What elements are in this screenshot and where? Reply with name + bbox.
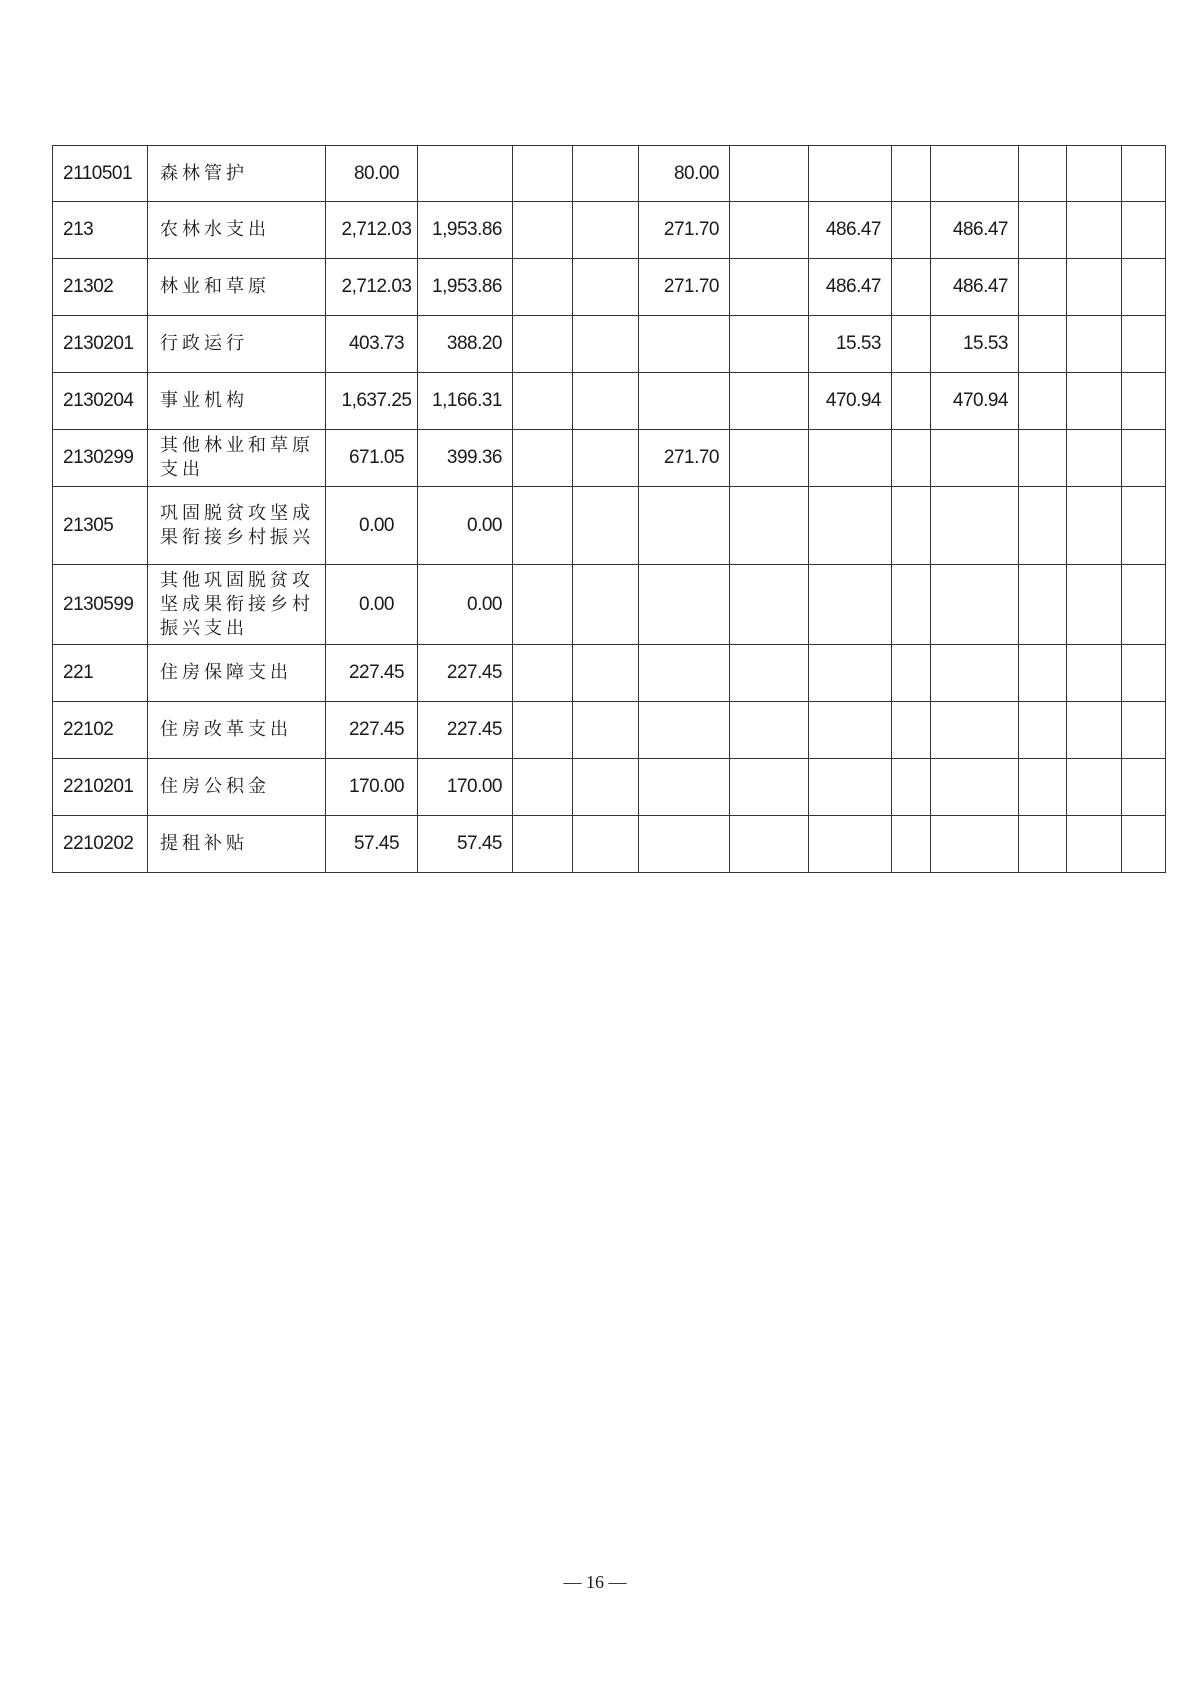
cell-col-6 [730, 487, 809, 565]
cell-col-10 [1019, 146, 1067, 202]
table-row [53, 259, 1166, 316]
cell-total: 2,712.03 [326, 202, 418, 259]
cell-col-5 [639, 373, 730, 430]
cell-col-2: 1,166.31 [418, 373, 513, 430]
row-name: 其他巩固脱贫攻坚成果衔接乡村振兴支出 [148, 565, 326, 645]
cell-col-4 [573, 702, 639, 759]
cell-col-10 [1019, 816, 1067, 873]
cell-col-4 [573, 759, 639, 816]
cell-col-3 [513, 645, 573, 702]
cell-col-5 [639, 645, 730, 702]
cell-col-12 [1122, 565, 1166, 645]
cell-col-12 [1122, 146, 1166, 202]
row-name: 森林管护 [148, 146, 326, 202]
cell-col-4 [573, 487, 639, 565]
row-code: 2110501 [53, 146, 148, 202]
cell-col-4 [573, 202, 639, 259]
cell-col-12 [1122, 759, 1166, 816]
row-code: 2130599 [53, 565, 148, 645]
table-row [53, 816, 1166, 873]
cell-total: 227.45 [326, 645, 418, 702]
cell-col-8 [892, 373, 931, 430]
cell-col-6 [730, 316, 809, 373]
table-row [53, 645, 1166, 702]
row-name: 其他林业和草原支出 [148, 430, 326, 487]
cell-col-2 [418, 146, 513, 202]
cell-col-12 [1122, 316, 1166, 373]
cell-col-10 [1019, 430, 1067, 487]
cell-col-8 [892, 146, 931, 202]
cell-col-8 [892, 645, 931, 702]
cell-col-6 [730, 702, 809, 759]
cell-col-5: 271.70 [639, 430, 730, 487]
cell-col-11 [1067, 645, 1122, 702]
cell-total: 227.45 [326, 702, 418, 759]
row-code: 22102 [53, 702, 148, 759]
cell-col-12 [1122, 816, 1166, 873]
row-code: 2130299 [53, 430, 148, 487]
cell-col-7 [809, 816, 892, 873]
cell-col-8 [892, 430, 931, 487]
cell-col-3 [513, 430, 573, 487]
cell-col-3 [513, 373, 573, 430]
row-name: 事业机构 [148, 373, 326, 430]
cell-col-2: 1,953.86 [418, 202, 513, 259]
cell-col-6 [730, 373, 809, 430]
cell-col-3 [513, 259, 573, 316]
cell-col-5 [639, 316, 730, 373]
cell-col-8 [892, 202, 931, 259]
table-row [53, 487, 1166, 565]
cell-col-5 [639, 565, 730, 645]
cell-col-8 [892, 565, 931, 645]
cell-col-6 [730, 202, 809, 259]
cell-col-2: 0.00 [418, 487, 513, 565]
cell-col-7: 15.53 [809, 316, 892, 373]
page-number: — 16 — [563, 1572, 627, 1592]
row-code: 221 [53, 645, 148, 702]
cell-col-10 [1019, 565, 1067, 645]
cell-col-8 [892, 759, 931, 816]
cell-col-5: 80.00 [639, 146, 730, 202]
cell-col-7: 470.94 [809, 373, 892, 430]
cell-col-2: 170.00 [418, 759, 513, 816]
row-name: 住房保障支出 [148, 645, 326, 702]
row-name: 住房公积金 [148, 759, 326, 816]
cell-col-9 [931, 430, 1019, 487]
cell-total: 2,712.03 [326, 259, 418, 316]
cell-col-2: 388.20 [418, 316, 513, 373]
cell-col-4 [573, 430, 639, 487]
cell-col-6 [730, 816, 809, 873]
cell-col-7: 486.47 [809, 259, 892, 316]
cell-col-9 [931, 759, 1019, 816]
cell-col-9 [931, 487, 1019, 565]
cell-col-7: 486.47 [809, 202, 892, 259]
cell-col-5 [639, 487, 730, 565]
cell-col-10 [1019, 487, 1067, 565]
cell-col-6 [730, 645, 809, 702]
row-code: 2210201 [53, 759, 148, 816]
cell-total: 80.00 [326, 146, 418, 202]
row-name: 提租补贴 [148, 816, 326, 873]
cell-col-11 [1067, 816, 1122, 873]
cell-col-2: 399.36 [418, 430, 513, 487]
cell-col-10 [1019, 645, 1067, 702]
cell-col-11 [1067, 316, 1122, 373]
cell-col-5 [639, 759, 730, 816]
cell-col-7 [809, 702, 892, 759]
cell-col-7 [809, 645, 892, 702]
cell-col-8 [892, 702, 931, 759]
cell-col-4 [573, 565, 639, 645]
cell-total: 403.73 [326, 316, 418, 373]
cell-col-5: 271.70 [639, 259, 730, 316]
cell-col-7 [809, 487, 892, 565]
cell-col-4 [573, 146, 639, 202]
cell-col-2: 227.45 [418, 645, 513, 702]
cell-col-8 [892, 487, 931, 565]
budget-expenditure-table [52, 145, 1166, 873]
cell-col-3 [513, 316, 573, 373]
cell-col-11 [1067, 373, 1122, 430]
cell-col-3 [513, 202, 573, 259]
table-row [53, 430, 1166, 487]
cell-col-7 [809, 430, 892, 487]
cell-col-12 [1122, 202, 1166, 259]
cell-col-6 [730, 146, 809, 202]
cell-col-2: 0.00 [418, 565, 513, 645]
table-row [53, 373, 1166, 430]
cell-col-6 [730, 759, 809, 816]
row-code: 2130201 [53, 316, 148, 373]
table-row [53, 146, 1166, 202]
row-code: 21305 [53, 487, 148, 565]
cell-col-9 [931, 146, 1019, 202]
cell-col-5 [639, 702, 730, 759]
cell-col-12 [1122, 259, 1166, 316]
cell-col-11 [1067, 202, 1122, 259]
cell-col-6 [730, 259, 809, 316]
cell-col-10 [1019, 259, 1067, 316]
cell-total: 0.00 [326, 565, 418, 645]
row-code: 21302 [53, 259, 148, 316]
row-code: 2130204 [53, 373, 148, 430]
cell-col-10 [1019, 702, 1067, 759]
cell-col-11 [1067, 146, 1122, 202]
row-name: 巩固脱贫攻坚成果衔接乡村振兴 [148, 487, 326, 565]
cell-col-9 [931, 702, 1019, 759]
table-row [53, 316, 1166, 373]
cell-col-12 [1122, 373, 1166, 430]
cell-col-2: 57.45 [418, 816, 513, 873]
cell-total: 57.45 [326, 816, 418, 873]
cell-col-6 [730, 430, 809, 487]
cell-col-9: 486.47 [931, 259, 1019, 316]
cell-col-11 [1067, 702, 1122, 759]
cell-col-7 [809, 759, 892, 816]
cell-col-12 [1122, 487, 1166, 565]
cell-col-11 [1067, 487, 1122, 565]
cell-col-9: 486.47 [931, 202, 1019, 259]
cell-col-4 [573, 373, 639, 430]
cell-col-5: 271.70 [639, 202, 730, 259]
cell-col-11 [1067, 759, 1122, 816]
cell-total: 170.00 [326, 759, 418, 816]
cell-col-3 [513, 487, 573, 565]
cell-col-4 [573, 316, 639, 373]
cell-col-12 [1122, 430, 1166, 487]
cell-col-3 [513, 565, 573, 645]
cell-col-12 [1122, 702, 1166, 759]
cell-col-4 [573, 259, 639, 316]
row-name: 住房改革支出 [148, 702, 326, 759]
cell-col-10 [1019, 759, 1067, 816]
cell-col-12 [1122, 645, 1166, 702]
cell-col-8 [892, 316, 931, 373]
cell-col-8 [892, 816, 931, 873]
cell-col-3 [513, 702, 573, 759]
cell-col-9: 15.53 [931, 316, 1019, 373]
cell-col-3 [513, 816, 573, 873]
row-code: 2210202 [53, 816, 148, 873]
table-row [53, 759, 1166, 816]
cell-total: 671.05 [326, 430, 418, 487]
cell-col-7 [809, 146, 892, 202]
cell-col-11 [1067, 259, 1122, 316]
cell-col-10 [1019, 316, 1067, 373]
cell-col-10 [1019, 373, 1067, 430]
table-row [53, 202, 1166, 259]
cell-col-6 [730, 565, 809, 645]
cell-col-8 [892, 259, 931, 316]
cell-col-11 [1067, 565, 1122, 645]
cell-col-5 [639, 816, 730, 873]
cell-col-9: 470.94 [931, 373, 1019, 430]
cell-col-7 [809, 565, 892, 645]
cell-col-10 [1019, 202, 1067, 259]
cell-total: 0.00 [326, 487, 418, 565]
row-name: 行政运行 [148, 316, 326, 373]
cell-col-3 [513, 759, 573, 816]
cell-col-9 [931, 565, 1019, 645]
cell-col-9 [931, 816, 1019, 873]
cell-col-4 [573, 645, 639, 702]
table-row [53, 565, 1166, 645]
cell-col-2: 1,953.86 [418, 259, 513, 316]
row-code: 213 [53, 202, 148, 259]
cell-col-4 [573, 816, 639, 873]
cell-col-9 [931, 645, 1019, 702]
cell-col-11 [1067, 430, 1122, 487]
cell-col-3 [513, 146, 573, 202]
cell-col-2: 227.45 [418, 702, 513, 759]
cell-total: 1,637.25 [326, 373, 418, 430]
row-name: 林业和草原 [148, 259, 326, 316]
row-name: 农林水支出 [148, 202, 326, 259]
table-row [53, 702, 1166, 759]
